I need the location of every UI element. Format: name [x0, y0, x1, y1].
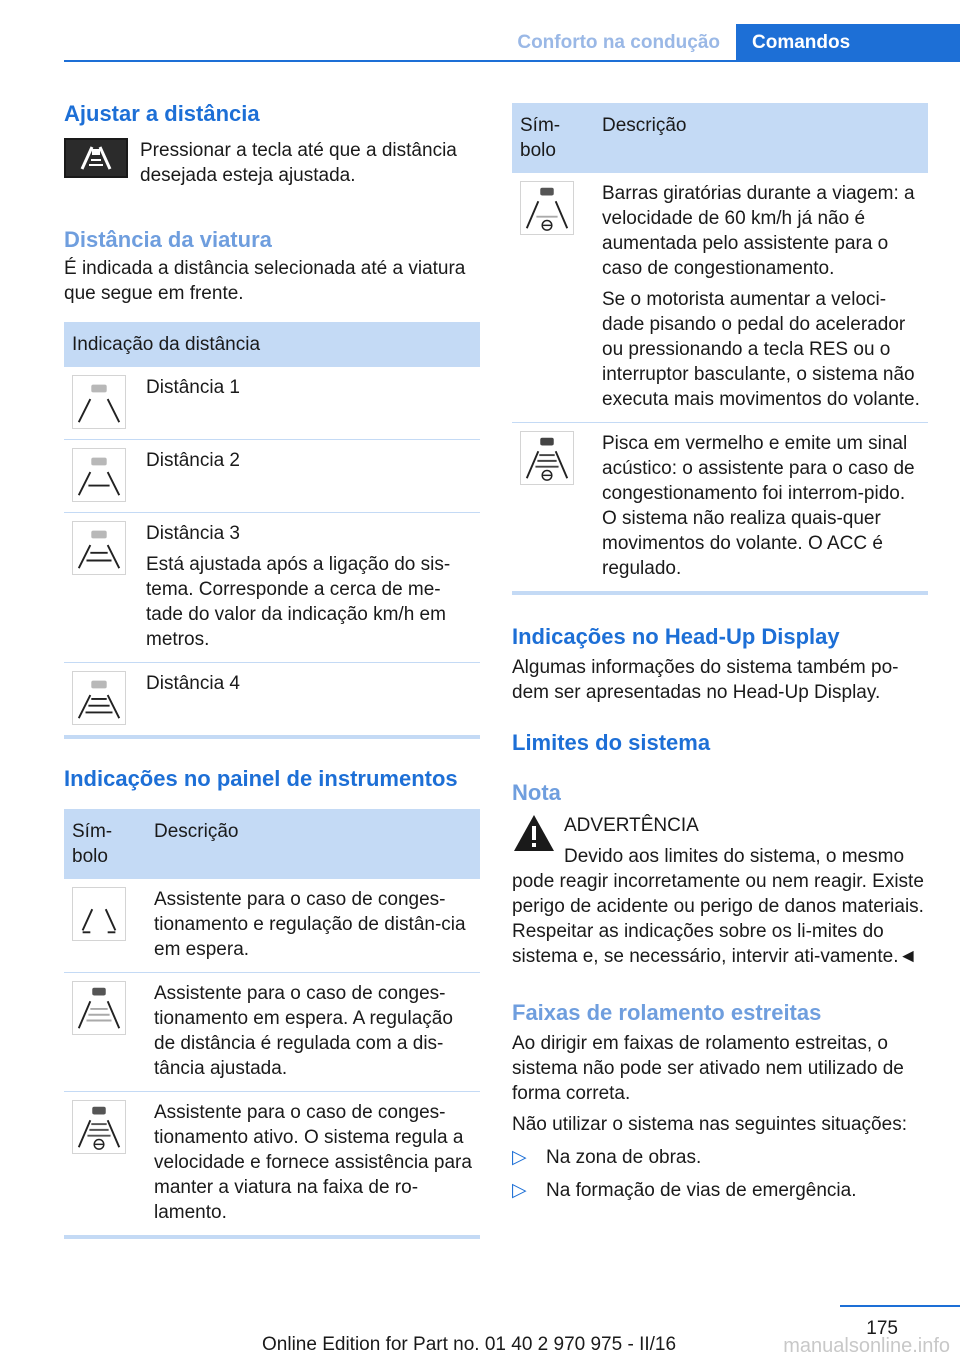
header-rule — [64, 60, 960, 62]
table-row — [64, 367, 480, 440]
warning-block — [512, 813, 928, 969]
left-column — [64, 100, 480, 1239]
symbol-column-header: Sím-bolo — [64, 809, 146, 879]
symbol-description: Assistente para o caso de conges-tionamento ativo. O sistema regula a velocidade e fornece assistência para manter a viatura na faixa de ro-lamento. — [154, 1102, 472, 1223]
table-row — [512, 423, 928, 594]
distance-1-label: Distância 1 — [146, 377, 240, 398]
distance-key-icon — [64, 138, 128, 178]
description-column-header: Descrição — [146, 809, 480, 879]
adjust-distance-text: Pressionar a tecla até que a distância desejada esteja ajustada. — [140, 140, 457, 186]
narrow-lanes-situations: Não utilizar o sistema nas seguintes situações: — [512, 1114, 907, 1135]
distance-3-icon — [72, 521, 126, 575]
triangle-bullet-icon: ▷ — [512, 1180, 527, 1201]
symbol-description: Assistente para o caso de conges-tionamento e regulação de distân-cia em espera. — [154, 889, 466, 960]
page-header — [64, 24, 960, 62]
assistant-active-icon — [72, 1100, 126, 1154]
table-row — [64, 663, 480, 738]
distance-3-description: Está ajustada após a ligação do sis-tema. Corresponde a cerca de me-tade do valor da indicação km/h em metros. — [146, 554, 451, 650]
triangle-bullet-icon: ▷ — [512, 1147, 527, 1168]
breadcrumb: Conforto na condução — [517, 32, 720, 53]
section-title-adjust-distance: Ajustar a distância — [64, 101, 260, 126]
situations-list — [512, 1145, 928, 1203]
flashing-red-icon — [520, 431, 574, 485]
description-column-header: Descrição — [594, 103, 928, 173]
warning-triangle-icon — [512, 813, 556, 853]
right-column — [512, 103, 928, 1211]
distance-4-label: Distância 4 — [146, 673, 240, 694]
footer-rule — [840, 1305, 960, 1307]
table-row — [64, 879, 480, 973]
key-instruction — [64, 138, 480, 188]
rotating-bars-icon — [520, 181, 574, 235]
section-title-system-limits: Limites do sistema — [512, 730, 711, 755]
warning-text: Devido aos limites do sistema, o mesmo pode reagir incorretamente ou nem reagir. Existe perigo de acidente ou perigo de danos materiais. Respeitar as indicações sobre os li-mites do sistema e, se necessário, intervir ati-vamente.◄ — [512, 846, 924, 967]
symbol-description: Barras giratórias durante a viagem: a velocidade de 60 km/h já não é aumentada pelo assistente para o caso de congestionamento. — [602, 183, 915, 279]
section-title-vehicle-distance: Distância da viatura — [64, 227, 272, 252]
warning-label: ADVERTÊNCIA — [564, 815, 699, 836]
section-title-instrument-panel: Indicações no painel de instrumentos — [64, 766, 458, 791]
table-row — [512, 173, 928, 423]
section-title-head-up-display: Indicações no Head-Up Display — [512, 624, 840, 649]
distance-4-icon — [72, 671, 126, 725]
section-title-narrow-lanes: Faixas de rolamento estreitas — [512, 1000, 822, 1025]
table-row — [64, 973, 480, 1092]
symbol-description: Assistente para o caso de conges-tionamento em espera. A regulação de distância é regulada com a dis-tância ajustada. — [154, 983, 453, 1079]
distance-table — [64, 322, 480, 739]
head-up-display-text: Algumas informações do sistema também po-dem ser apresentadas no Head-Up Display. — [512, 657, 899, 703]
symbol-description: Pisca em vermelho e emite um sinal acústico: o assistente para o caso de congestionamento foi interrom-pido. O sistema não realiza quais-quer movimentos do volante. O ACC é regulado. — [602, 433, 915, 579]
list-item: ▷ Na formação de vias de emergência. — [512, 1180, 857, 1201]
lane-lines-icon — [72, 887, 126, 941]
narrow-lanes-text: Ao dirigir em faixas de rolamento estreitas, o sistema não pode ser ativado nem utilizado de forma correta. — [512, 1033, 904, 1104]
distance-2-icon — [72, 448, 126, 502]
table-row — [64, 440, 480, 513]
watermark: manualsonline.info — [783, 1335, 950, 1357]
symbol-description-extra: Se o motorista aumentar a veloci-dade pisando o pedal do acelerador ou pressionando a tecla RES ou o interruptor basculante, o sistema não executa mais movimentos do volante. — [602, 289, 920, 410]
distance-1-icon — [72, 375, 126, 429]
distance-table-header: Indicação da distância — [64, 322, 480, 367]
instrument-symbols-table-continued — [512, 103, 928, 595]
distance-3-label: Distância 3 — [146, 523, 240, 544]
distance-2-label: Distância 2 — [146, 450, 240, 471]
section-title-note: Nota — [512, 780, 561, 805]
vehicle-distance-text: É indicada a distância selecionada até a viatura que segue em frente. — [64, 258, 466, 304]
chapter-tab: Comandos — [736, 24, 960, 62]
assistant-standby-icon — [72, 981, 126, 1035]
symbol-column-header: Sím-bolo — [512, 103, 594, 173]
table-row — [64, 513, 480, 663]
instrument-symbols-table — [64, 809, 480, 1239]
table-row — [64, 1092, 480, 1238]
page-number: 175 — [866, 1318, 898, 1339]
edition-note: Online Edition for Part no. 01 40 2 970 975 - II/16 — [262, 1334, 677, 1355]
list-item: ▷ Na zona de obras. — [512, 1147, 702, 1168]
